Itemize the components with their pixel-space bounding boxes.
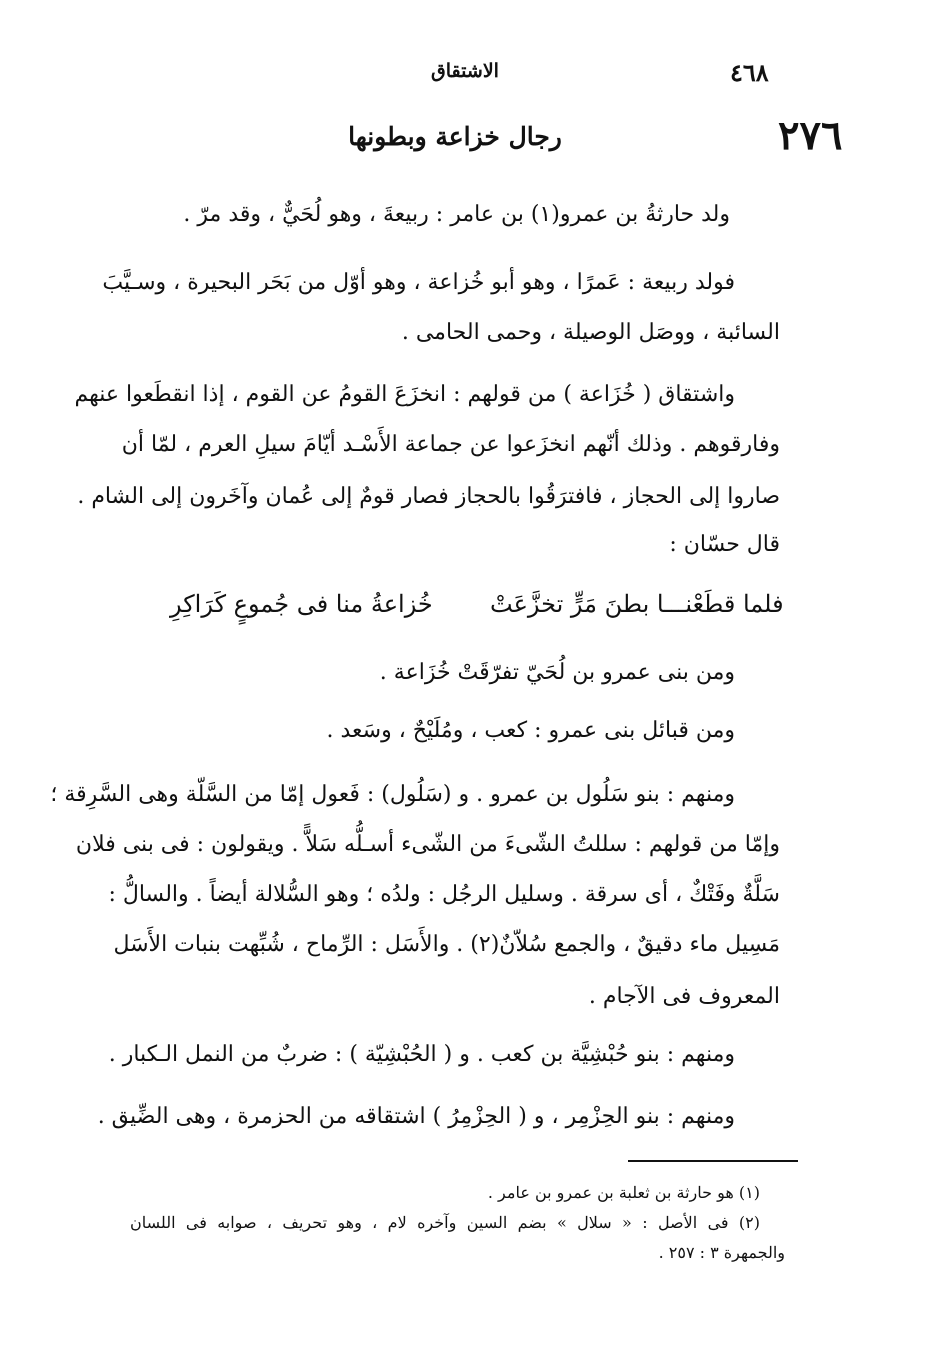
paragraph-line: وإمّا من قولهم : سللتُ الشّىءَ من الشّىء أسـلُّه سَلاًّ . ويقولون : فى بنى فلان (75, 832, 780, 857)
paragraph-line: واشتقاق ( خُزَاعة ) من قولهم : انخزَعَ القومُ عن القوم ، إذا انقطَعوا عنهم (74, 382, 735, 407)
paragraph-line: قال حسّان : (669, 532, 780, 557)
paragraph-line: ولد حارثةُ بن عمرو(١) بن عامر : ربيعةَ ، وهو لُحَيٌّ ، وقد مرّ . (183, 202, 730, 227)
paragraph-line: ومنهم : بنو الحِزْمِر ، و ( الحِزْمِرُ ) اشتقاقه من الحزمرة ، وهى الضِّيق . (97, 1104, 735, 1129)
footnote: (٢) فى الأصل : « سلال » بضم السين وآخره لام ، وهو تحريف ، صوابه فى اللسان (130, 1213, 760, 1232)
paragraph-line: ومن قبائل بنى عمرو : كعب ، ومُلَيْحٌ ، وسَعد . (326, 718, 735, 743)
paragraph-line: السائبة ، ووصَل الوصيلة ، وحمى الحامى . (401, 320, 780, 345)
paragraph-line: ومن بنى عمرو بن لُحَيّ تفرّقَتْ خُزَاعة . (379, 660, 735, 685)
footnote-separator (628, 1160, 798, 1162)
paragraph-line: وفارقوهم . وذلك أنّهم انخزَعوا عن جماعة الأَسْـد أيّامَ سيلِ العرم ، لمّا أن (121, 432, 780, 457)
paragraph-line: مَسِيل ماء دقيقٌ ، والجمع سُلاّنٌ(٢) . والأَسَل : الرِّماح ، شُبِّهت بنبات الأَسَل (113, 932, 780, 957)
poem-verse-first-hemistich: فلما قطَعْنـــا بطنَ مَرٍّ تخزَّعَتْ (490, 590, 784, 618)
paragraph-line: فولد ربيعة : عَمرًا ، وهو أبو خُزاعة ، وهو أوّل من بَحَر البحيرة ، وسـيَّبَ (102, 270, 735, 295)
footnote: والجمهرة ٣ : ٢٥٧ . (658, 1243, 785, 1262)
paragraph-line: المعروف فى الآجام . (588, 984, 780, 1009)
poem-verse-second-hemistich: خُزاعةُ منا فى جُموعٍ كَرَاكِرِ (170, 590, 433, 618)
paragraph-line: ومنهم : بنو حُبْشِيَّة بن كعب . و ( الحُبْشِيّة ) : ضربٌ من النمل الـكبار . (108, 1042, 735, 1067)
section-number: ٢٧٦ (778, 112, 843, 159)
section-title: رجال خزاعة وبطونها (348, 122, 562, 151)
paragraph-line: صاروا إلى الحجاز ، فافترَقُوا بالحجاز فصار قومٌ إلى عُمان وآخَرون إلى الشام . (77, 484, 780, 509)
paragraph-line: ومنهم : بنو سَلُول بن عمرو . و (سَلُول) : فَعول إمّا من السَّلّة وهى السَّرِقة ؛ (50, 782, 735, 807)
footnote: (١) هو حارثة بن ثعلبة بن عمرو بن عامر . (487, 1183, 760, 1202)
page-number: ٤٦٨ (730, 58, 769, 87)
running-header-title: الاشتقاق (431, 60, 499, 82)
paragraph-line: سَلَّةٌ وفَتْكٌ ، أى سرقة . وسليل الرجُل : ولدُه ؛ وهو السُّلالة أيضاً . والسالُّ : (108, 882, 780, 907)
